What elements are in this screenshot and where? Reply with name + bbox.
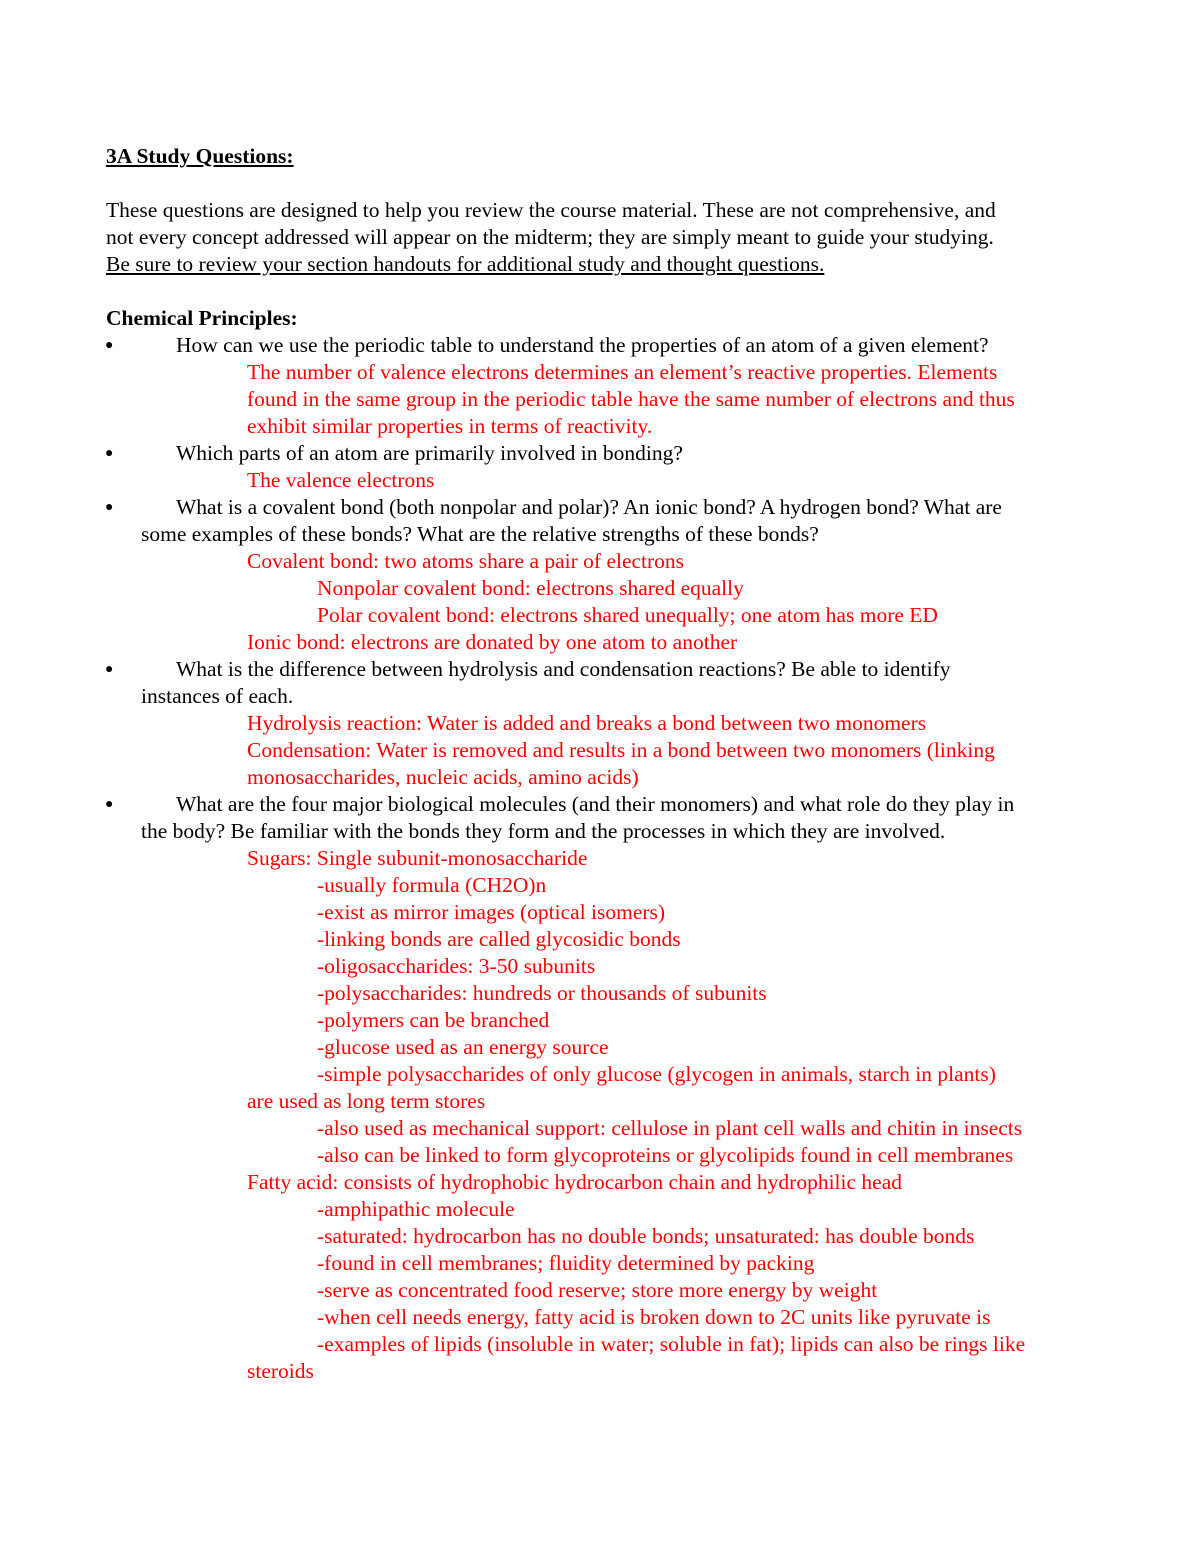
question-text: some examples of these bonds? What are the relative strengths of these bonds? <box>141 522 819 546</box>
answer-row <box>0 1007 1200 1034</box>
answer-row <box>0 872 1200 899</box>
answer-text: exhibit similar properties in terms of reactivity. <box>247 414 653 438</box>
question-row <box>0 332 1200 359</box>
answer-subitem: Polar covalent bond: electrons shared unequally; one atom has more ED <box>317 603 938 627</box>
question-list <box>0 332 1200 1385</box>
question-row <box>0 494 1200 521</box>
answer-row <box>0 575 1200 602</box>
answer-text: The valence electrons <box>247 468 435 492</box>
answer-text: Covalent bond: two atoms share a pair of electrons <box>247 549 685 573</box>
answer-row <box>0 1034 1200 1061</box>
answer-subitem: -exist as mirror images (optical isomers) <box>317 900 666 924</box>
answer-row <box>0 1142 1200 1169</box>
answer-subitem: -serve as concentrated food reserve; store more energy by weight <box>317 1278 878 1302</box>
answer-subitem: -linking bonds are called glycosidic bonds <box>317 927 681 951</box>
section-heading: Chemical Principles: <box>106 306 298 330</box>
answer-text: monosaccharides, nucleic acids, amino acids) <box>247 765 639 789</box>
answer-row <box>0 1223 1200 1250</box>
answer-row <box>0 953 1200 980</box>
answer-row <box>0 1277 1200 1304</box>
answer-subitem: -also used as mechanical support: cellulose in plant cell walls and chitin in insects <box>317 1116 1023 1140</box>
answer-subitem: -oligosaccharides: 3-50 subunits <box>317 954 596 978</box>
question-text: How can we use the periodic table to understand the properties of an atom of a given element? <box>176 333 989 357</box>
answer-row <box>0 467 1200 494</box>
answer-subitem: -polysaccharides: hundreds or thousands of subunits <box>317 981 767 1005</box>
answer-subitem: -amphipathic molecule <box>317 1197 515 1221</box>
answer-subitem: -usually formula (CH2O)n <box>317 873 547 897</box>
answer-row <box>0 1250 1200 1277</box>
answer-subitem: -polymers can be branched <box>317 1008 550 1032</box>
question-text: the body? Be familiar with the bonds they form and the processes in which they are involved. <box>141 819 946 843</box>
answer-row <box>0 980 1200 1007</box>
bullet-icon: ● <box>105 662 114 677</box>
answer-subitem: -saturated: hydrocarbon has no double bonds; unsaturated: has double bonds <box>317 1224 975 1248</box>
answer-row <box>0 413 1200 440</box>
intro-paragraph <box>106 197 1106 278</box>
intro-line: These questions are designed to help you review the course material. These are not comprehensive, and <box>106 198 996 222</box>
question-text: What is the difference between hydrolysis and condensation reactions? Be able to identify <box>176 657 951 681</box>
question-row <box>0 656 1200 683</box>
question-text: What is a covalent bond (both nonpolar and polar)? An ionic bond? A hydrogen bond? What are <box>176 495 1002 519</box>
answer-subitem: steroids <box>247 1359 314 1383</box>
question-continuation-row <box>0 521 1200 548</box>
bullet-icon: ● <box>105 797 114 812</box>
answer-row <box>0 926 1200 953</box>
answer-row <box>0 845 1200 872</box>
answer-row <box>0 1115 1200 1142</box>
answer-row <box>0 359 1200 386</box>
answer-row <box>0 710 1200 737</box>
answer-text: Hydrolysis reaction: Water is added and breaks a bond between two monomers <box>247 711 927 735</box>
answer-subitem: -simple polysaccharides of only glucose (glycogen in animals, starch in plants) <box>317 1062 996 1086</box>
answer-text: found in the same group in the periodic table have the same number of electrons and thus <box>247 387 1015 411</box>
question-continuation-row <box>0 683 1200 710</box>
intro-underlined-note: Be sure to review your section handouts for additional study and thought questions. <box>106 252 825 276</box>
answer-row <box>0 602 1200 629</box>
question-text: instances of each. <box>141 684 294 708</box>
answer-text: Condensation: Water is removed and results in a bond between two monomers (linking <box>247 738 995 762</box>
intro-line: not every concept addressed will appear on the midterm; they are simply meant to guide your studying. <box>106 225 994 249</box>
answer-subitem: -when cell needs energy, fatty acid is broken down to 2C units like pyruvate is <box>317 1305 991 1329</box>
bullet-icon: ● <box>105 446 114 461</box>
answer-row <box>0 629 1200 656</box>
answer-text: Ionic bond: electrons are donated by one atom to another <box>247 630 738 654</box>
answer-subitem: -also can be linked to form glycoproteins or glycolipids found in cell membranes <box>317 1143 1014 1167</box>
answer-subitem: -examples of lipids (insoluble in water; soluble in fat); lipids can also be rings like <box>317 1332 1026 1356</box>
answer-subitem: Nonpolar covalent bond: electrons shared equally <box>317 576 744 600</box>
answer-row <box>0 899 1200 926</box>
page-title: 3A Study Questions: <box>106 144 294 168</box>
answer-row <box>0 548 1200 575</box>
answer-row <box>0 1304 1200 1331</box>
question-continuation-row <box>0 818 1200 845</box>
answer-row <box>0 764 1200 791</box>
answer-subitem: are used as long term stores <box>247 1089 486 1113</box>
question-row <box>0 440 1200 467</box>
question-row <box>0 791 1200 818</box>
answer-row <box>0 1196 1200 1223</box>
answer-subitem: -found in cell membranes; fluidity determined by packing <box>317 1251 815 1275</box>
answer-row <box>0 737 1200 764</box>
answer-row <box>0 386 1200 413</box>
fatty-acid-heading: Fatty acid: consists of hydrophobic hydrocarbon chain and hydrophilic head <box>247 1170 902 1194</box>
answer-row <box>0 1088 1200 1115</box>
question-text: What are the four major biological molecules (and their monomers) and what role do they play in <box>176 792 1015 816</box>
answer-subitem: -glucose used as an energy source <box>317 1035 609 1059</box>
answer-row <box>0 1331 1200 1358</box>
question-text: Which parts of an atom are primarily involved in bonding? <box>176 441 683 465</box>
answer-row <box>0 1169 1200 1196</box>
bullet-icon: ● <box>105 338 114 353</box>
answer-row <box>0 1061 1200 1088</box>
bullet-icon: ● <box>105 500 114 515</box>
answer-text: The number of valence electrons determines an element’s reactive properties. Elements <box>247 360 998 384</box>
answer-row <box>0 1358 1200 1385</box>
sugars-heading: Sugars: Single subunit-monosaccharide <box>247 846 588 870</box>
